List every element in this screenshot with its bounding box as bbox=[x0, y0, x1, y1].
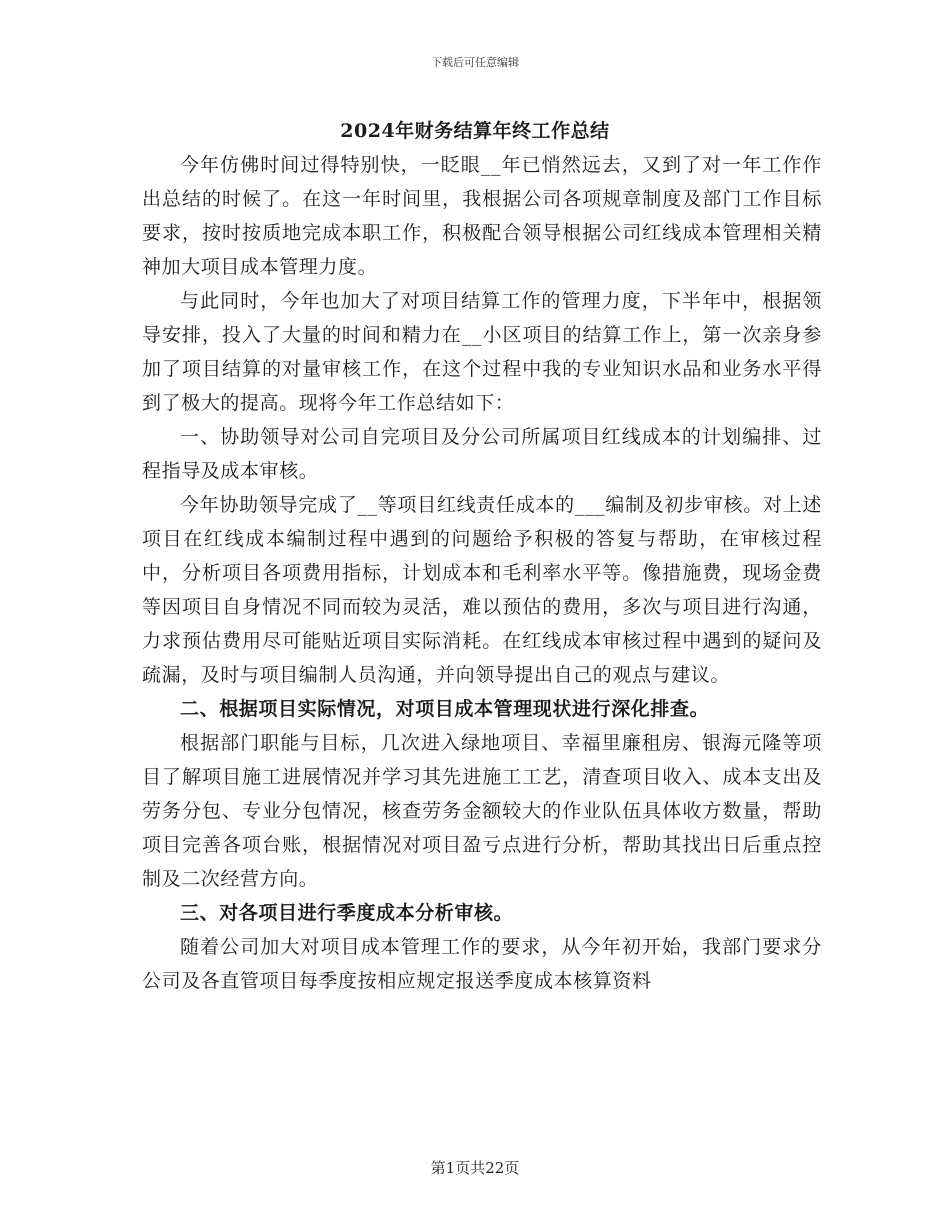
section-heading-1: 一、协助领导对公司自完项目及分公司所属项目红线成本的计划编排、过程指导及成本审核。 bbox=[142, 426, 822, 482]
document-title: 2024年财务结算年终工作总结 bbox=[340, 120, 610, 142]
page-footer: 第1页共22页 bbox=[430, 1159, 520, 1177]
header-note: 下载后可任意编辑 bbox=[431, 56, 519, 69]
paragraph-section-2: 根据部门职能与目标，几次进入绿地项目、幸福里廉租房、银海元隆等项目了解项目施工进展情况并学习其先进施工工艺，清查项目收入、成本支出及劳务分包、专业分包情况，核查劳务金额较大的作业队伍具体收方数量，帮助项目完善各项台账，根据情况对项目盈亏点进行分析，帮助其找出日后重点控制及二次经营方向。 bbox=[142, 732, 822, 890]
paragraph-section-1: 今年协助领导完成了__等项目红线责任成本的___编制及初步审核。对上述项目在红线成本编制过程中遇到的问题给予积极的答复与帮助，在审核过程中，分析项目各项费用指标，计划成本和毛利率水平等。像措施费，现场金费等因项目自身情况不同而较为灵活，难以预估的费用，多次与项目进行沟通，力求预估费用尽可能贴近项目实际消耗。在红线成本审核过程中遇到的疑问及疏漏，及时与项目编制人员沟通，并向领导提出自己的观点与建议。 bbox=[142, 494, 822, 686]
paragraph-intro: 今年仿佛时间过得特别快，一眨眼__年已悄然远去，又到了对一年工作作出总结的时候了。在这一年时间里，我根据公司各项规章制度及部门工作目标要求，按时按质地完成本职工作，积极配合领导根据公司红线成本管理相关精神加大项目成本管理力度。 bbox=[142, 154, 822, 278]
document-body bbox=[142, 148, 822, 998]
paragraph-section-3: 随着公司加大对项目成本管理工作的要求，从今年初开始，我部门要求分公司及各直管项目每季度按相应规定报送季度成本核算资料 bbox=[142, 936, 822, 992]
section-heading-2: 二、根据项目实际情况，对项目成本管理现状进行深化排查。 bbox=[180, 698, 710, 720]
section-heading-3: 三、对各项目进行季度成本分析审核。 bbox=[180, 902, 514, 924]
paragraph-settlement: 与此同时，今年也加大了对项目结算工作的管理力度，下半年中，根据领导安排，投入了大量的时间和精力在__小区项目的结算工作上，第一次亲身参加了项目结算的对量审核工作，在这个过程中我的专业知识水品和业务水平得到了极大的提高。现将今年工作总结如下： bbox=[142, 290, 822, 414]
